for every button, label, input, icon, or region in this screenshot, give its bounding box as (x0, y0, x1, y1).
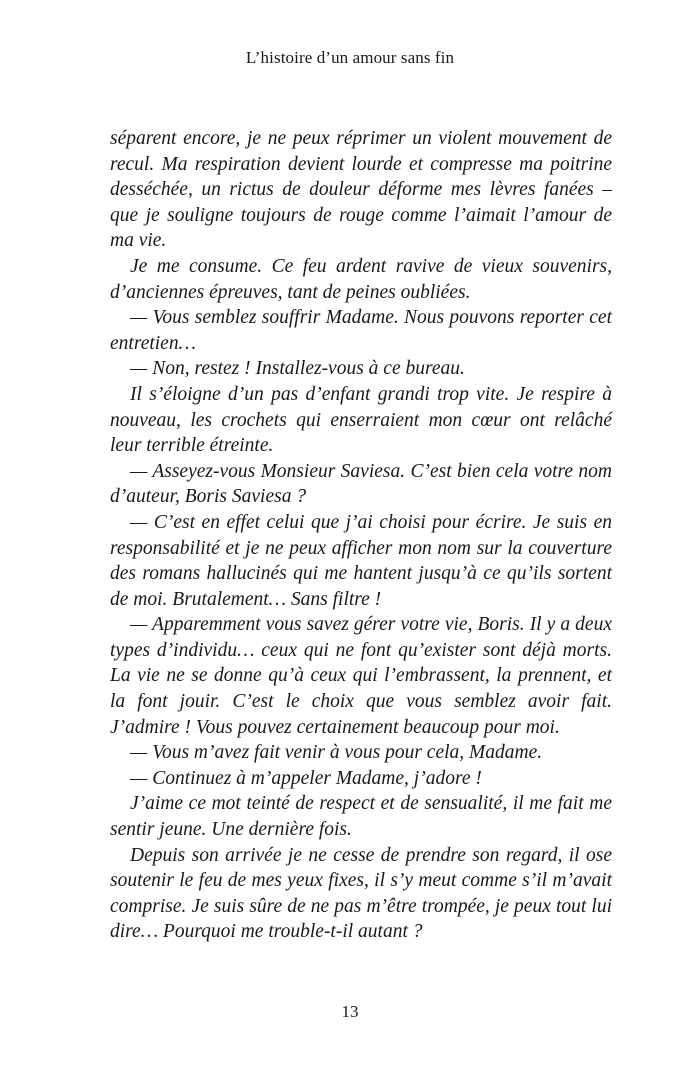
running-title: L’histoire d’un amour sans fin (245, 48, 455, 67)
paragraph-3: — Vous semblez souffrir Madame. Nous pouvons reporter cet entretien… (110, 307, 612, 354)
body-text (110, 126, 612, 945)
paragraph-1: séparent encore, je ne peux réprimer un violent mouvement de recul. Ma respiration devient lourde et compresse ma poitrine desséchée, un rictus de douleur déforme mes lèvres fanées – que je souligne toujours de rouge comme l’aimait l’amour de ma vie. (110, 128, 612, 252)
page-number: 13 (341, 1002, 359, 1021)
paragraph-4: — Non, restez ! Installez-vous à ce bureau. (130, 358, 465, 380)
paragraph-9: — Vous m’avez fait venir à vous pour cela, Madame. (130, 742, 543, 764)
paragraph-11: J’aime ce mot teinté de respect et de sensualité, il me fait me sentir jeune. Une dernière fois. (110, 793, 612, 841)
paragraph-7: — C’est en effet celui que j’ai choisi pour écrire. Je suis en responsabilité et je ne peux afficher mon nom sur la couverture des romans hallucinés qui me hantent jusqu’à ce qu’ils sortent de moi. Brutalement… Sans filtre ! (110, 511, 612, 610)
paragraph-5: Il s’éloigne d’un pas d’enfant grandi trop vite. Je respire à nouveau, les crochets qui enserraient mon cœur ont relâché leur terrible étreinte. (110, 383, 612, 457)
paragraph-2: Je me consume. Ce feu ardent ravive de vieux souvenirs, d’anciennes épreuves, tant de peines oubliées. (110, 255, 612, 303)
paragraph-12: Depuis son arrivée je ne cesse de prendre son regard, il ose soutenir le feu de mes yeux fixes, il s’y meut comme s’il m’avait comprise. Je suis sûre de ne pas m’être trompée, je peux tout lui dire… Pourquoi me trouble-t-il autant ? (110, 844, 612, 943)
paragraph-6: — Asseyez-vous Monsieur Saviesa. C’est bien cela votre nom d’auteur, Boris Saviesa ? (110, 460, 612, 508)
paragraph-10: — Continuez à m’appeler Madame, j’adore ! (130, 767, 482, 789)
paragraph-8: — Apparemment vous savez gérer votre vie, Boris. Il y a deux types d’individu… ceux qui ne font qu’exister sont déjà morts. La vie ne se donne qu’à ceux qui l’embrassent, la prennent, et la font jouir. C’est le choix que vous semblez avoir fait. J’admire ! Vous pouvez certainement beaucoup pour moi. (110, 614, 612, 738)
